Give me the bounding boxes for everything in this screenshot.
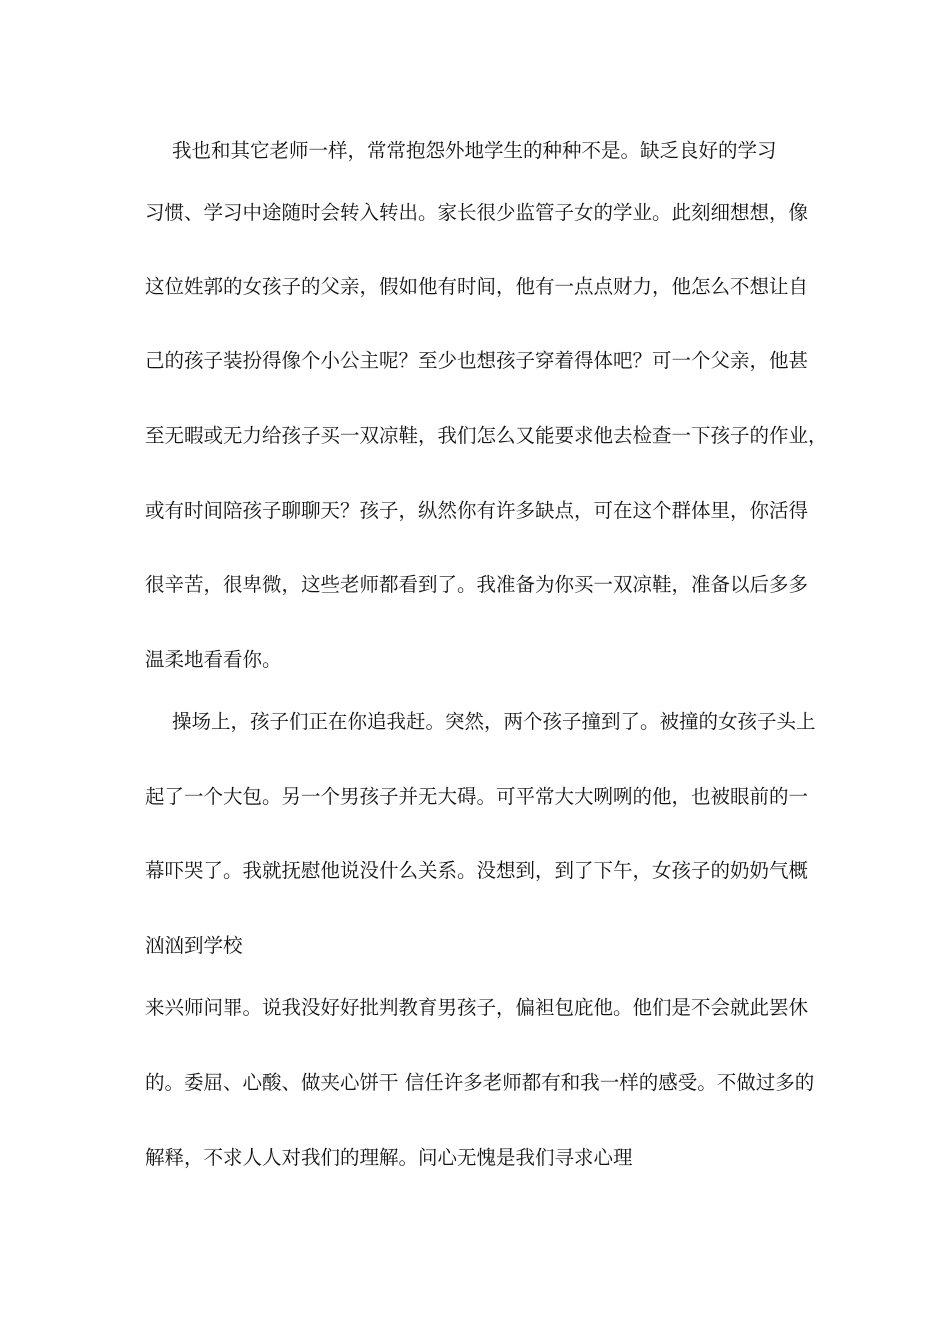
paragraph-1-line-4: 己的孩子装扮得像个小公主呢？至少也想孩子穿着得体吧？可一个父亲，他甚 [145, 349, 809, 372]
paragraph-2-line-1: 操场上，孩子们正在你追我赶。突然，两个孩子撞到了。被撞的女孩子头上 [172, 710, 816, 733]
paragraph-1-line-5: 至无暇或无力给孩子买一双凉鞋，我们怎么又能要求他去检查一下孩子的作业， [145, 424, 828, 447]
paragraph-2-line-4: 汹汹到学校 [145, 934, 243, 957]
paragraph-2-line-2: 起了一个大包。另一个男孩子并无大碍。可平常大大咧咧的他，也被眼前的一 [145, 785, 809, 808]
paragraph-2-line-5: 来兴师问罪。说我没好好批判教育男孩子，偏袒包庇他。他们是不会就此罢休 [145, 996, 809, 1019]
paragraph-2-line-6: 的。委屈、心酸、做夹心饼干 信任许多老师都有和我一样的感受。不做过多的 [145, 1071, 815, 1094]
paragraph-1-line-6: 或有时间陪孩子聊聊天？孩子，纵然你有许多缺点，可在这个群体里，你活得 [145, 499, 809, 522]
paragraph-1-line-7: 很辛苦，很卑微，这些老师都看到了。我准备为你买一双凉鞋，准备以后多多 [145, 573, 809, 596]
paragraph-2-line-3: 幕吓哭了。我就抚慰他说没什么关系。没想到，到了下午，女孩子的奶奶气概 [145, 859, 809, 882]
paragraph-1-line-8: 温柔地看看你。 [145, 648, 282, 671]
paragraph-1-line-2: 习惯、学习中途随时会转入转出。家长很少监管子女的学业。此刻细想想，像 [145, 201, 809, 224]
paragraph-2-line-7: 解释，不求人人对我们的理解。问心无愧是我们寻求心理 [145, 1146, 633, 1169]
paragraph-1-line-3: 这位姓郭的女孩子的父亲，假如他有时间，他有一点点财力，他怎么不想让自 [145, 275, 809, 298]
paragraph-1-line-1: 我也和其它老师一样，常常抱怨外地学生的种种不是。缺乏良好的学习 [172, 139, 777, 162]
